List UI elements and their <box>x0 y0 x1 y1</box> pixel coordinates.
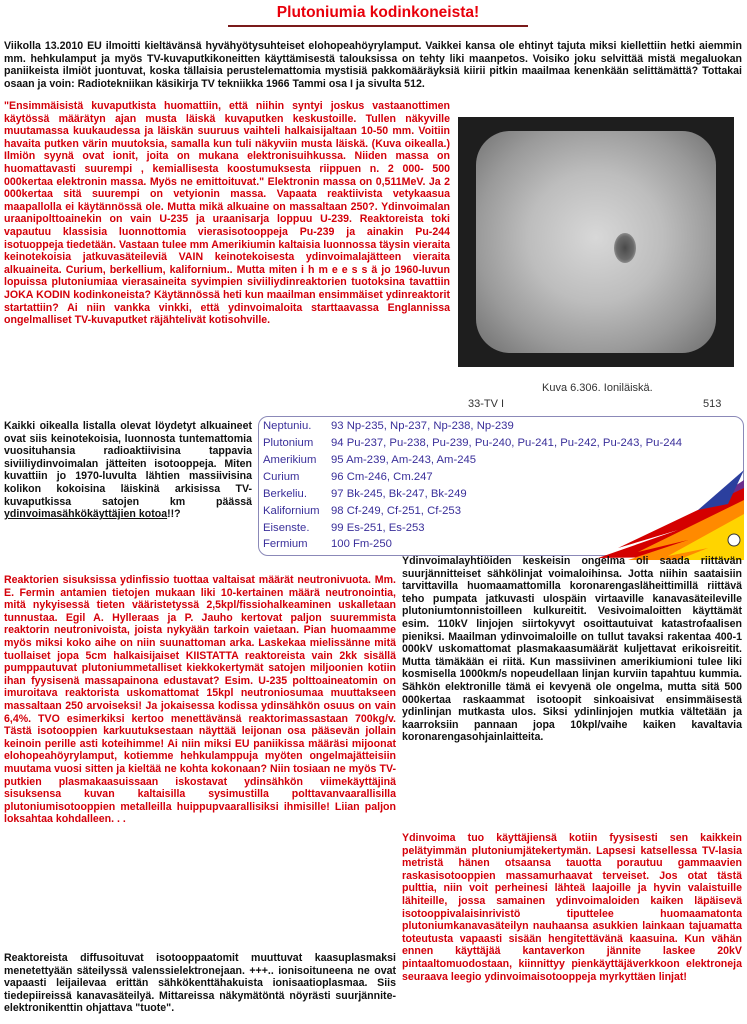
element-name: Plutonium <box>263 437 314 449</box>
left-bottom-paragraph: Reaktorien sisuksissa ydinfissio tuottaa valtaisat määrät neutronivuota. Mm. E. Fermin antamien tietojen mukaan liki 10-kertainen määrä neutronointia, mitä nykyisessä tieten vääristetyssä 2,5kpl/fissiohalkeaminen uskalletaan tunnustaa. Egil A. Hylleraas ja P. Jauho kertovat paljon suuremmista reaktorin neutronivoista, joista nykyään tarkoin vaietaan. Pian huomaamme myös miksi koko aihe on niin suunattoman arka. Laskekaa mielissänne mitä tuollaiset jopa 5cm halkaisijaiset KIISTATTA reaktoreista vain 2kk sisällä pumppautuvat plutoniummetalliset kiekkokertymät satojen miljoonien kotiin ihan fyysisenä massapainona edustavat? Esim. U-235 polttoaineatomin on imuroitava reaktorista uskomattomat 15kpl neutroniosumaa muuttakseen massaltaan 250 arvoiseksi! Ja jokaisessa kodissa ydinsähkön osuus on vain 6,4%. TVO esimerkiksi kertoo menettävänsä reaktorimassastaan 700kg/v. Tästä isotooppien karkuutuksestaan näyttää leijonan osa pääsevän jollain keinoin perille asti koteihimme! Ai niin miksi EU paniikissa määräsi mijoonat elohopeahöyrylamput, kotiemme hehkulamppuja myöten ongelmajätteisiin muutama vuosi sitten ja kieltää ne kohta kokonaan? Niin tosiaan ne myös TV-putkien plasmakaasuissaan iskostavat ydinsähkön viimekäyttäjinä sisuksensa kuvan kaltaisilla sysimustilla polttavanvaarallisilla plutoniumisotooppien metalleilla huippupvaarallisiksi ihmisille! Liian paljon loksahtaa kohdalleen. . . <box>4 574 396 826</box>
element-row <box>263 437 682 449</box>
element-row <box>263 420 514 432</box>
element-isotopes: 97 Bk-245, Bk-247, Bk-249 <box>331 488 467 500</box>
element-name: Kalifornium <box>263 505 320 517</box>
element-isotopes: 96 Cm-246, Cm.247 <box>331 471 433 483</box>
page-title: Plutoniumia kodinkoneista! <box>228 3 528 27</box>
right-middle-paragraph: Ydinvoimalayhtiöiden keskeisin ongelma oli saada riittävän suurjännitteiset sähkölinjat voimaloihinsa. Jotta niihin saataisiin tarvittavilla huomaamattomilla koronarengasläheittimillä riittävä teho pumpata jatkuvasti ulospäin virtaaville kanavasäteileville plutoniumtonnistoilleen kulkureitit. Vesivoimaloitten käyttämät esim. 110kV linjojen siirtokyvyt osoittautuivat katastrofaalisen pieniksi. Maailman ydinvoimaloille on tullut tavaksi rakentaa 400-1 000kV uskomattomat plasmakaasumäärät kuljettavat erikoisreitit. Mutta tämäkään ei riitä. Kun massiivinen amerikiumioni tulee liki kosmisella 1000km/s nopeudellaan linjan kurviin tapahtuu kummia. Sähkön elektronille tämä ei kevyenä ole ongelma, mutta sitä 500 000kertaa raskaammat isotoopit sinkoaisivat ensimmäisestä ydinlinjan mutkasta ulos. Siksi ydinlinjojen mutkia vältetään ja kaarroksiin pannaan jopa 10kpl/vaihe kaiken kavaltavia koronarengasohjainlaitteita. <box>402 555 742 744</box>
element-name: Amerikium <box>263 454 317 466</box>
element-row <box>263 505 461 517</box>
left-middle-paragraph <box>4 420 252 521</box>
photo-caption: Kuva 6.306. Ioniläiskä. <box>542 382 653 394</box>
crt-screen <box>476 131 716 353</box>
ion-burn-spot <box>614 233 636 263</box>
left-tail-paragraph: Reaktoreista diffusoituvat isotooppaatomit muuttuvat kaasuplasmaksi menetettyään säteilyssä valenssielektronejaan. +++.. ionisoituneena ne ovat vapaasti leijailevaa erittän sähkökenttähakuista ionisaatioplasmaa. Siis tiedepiireissä kanavasäteilyä. Mittareissa näkymätöntä nöyrästi suurjännite-elektronikenttin ohjattava "tuote". <box>4 952 396 1015</box>
intro-paragraph: Viikolla 13.2010 EU ilmoitti kieltävänsä hyvähyötysuhteiset elohopeahöyrylamput. Vaikkei kansa ole ehtinyt tajuta miksi kiellettiin hetki aiemmin mm. hehkulamput ja myös TV-kuvaputkikoneitten käyttämisestä talouksissa on tehty liki maanpetos. Voisiko joku selvittää mistä megaluokan paniikeista ilmiöt juontuvat, koska tällaisia perustelemattomia mystisiä pakkomääräyksiä kiirii pitkin maailmaa kenenkään selittämättä? Tottakai osaan ja voin: Radiotekniikan käsikirja TV tekniikka 1966 Tammi osa I ja sivulta 512. <box>4 40 742 90</box>
left-middle-tail: !!? <box>167 508 181 521</box>
element-name: Fermium <box>263 538 308 550</box>
particle-icon <box>728 534 740 546</box>
right-bottom-paragraph: Ydinvoima tuo käyttäjiensä kotiin fyysisesti sen kaikkein pelätyimmän plutoniumjätekertymän. Lapsesi katsellessa TV-lasia metristä hänen otsaansa tauotta porautuu gammaavien raskasisotooppien massamurhaavat terveiset. Jos otat tästä pulttia, niin voit perheinesi lähteä laajoille ja hyvin valaistuille lähiteille, jossa samainen ydinvoimaloiden kaiken läpäisevä isotooppivalaisinrivistö tiputtelee huomaamatonta plutoniumkanavasäteilyn nauhaansa asukkien lainkaan tajuamatta toteutusta vapaasti sisään hengitettävänä kaasuina. Kun vähän ennen käyttäjää kantaverkon jännite laskee 20kV pintaaltomuodostaan, kiinnittyy pienkäyttäjäverkkoon elektroneja seuraava leegio ydinvoimaisotooppeja myrkyttäen linjat! <box>402 832 742 983</box>
element-name: Eisenste. <box>263 522 310 534</box>
radiation-burst-illustration <box>558 470 744 560</box>
left-middle-underlined: ydinvoimasähkökäyttäjien kotoa <box>4 508 168 521</box>
element-name: Berkeliu. <box>263 488 307 500</box>
photo-frame <box>458 117 734 367</box>
element-row <box>263 488 467 500</box>
element-isotopes: 94 Pu-237, Pu-238, Pu-239, Pu-240, Pu-241, Pu-242, Pu-243, Pu-244 <box>331 437 683 449</box>
element-row <box>263 454 476 466</box>
element-row <box>263 538 392 550</box>
element-name: Neptuniu. <box>263 420 312 432</box>
quote-paragraph: "Ensimmäisistä kuvaputkista huomattiin, että niihin syntyi joskus vastaanottimen käytössä määrätyn ajan musta läiskä kuvaputken keskustoille. Tullen näkyville muutamassa kuukaudessa ja läiskän suuruus vaihteli halkaisijaltaan 10-50 mm. Voitiin havaita putken värin muutoksia, samalla kun tuli näkyviin musta läiskä. (Kuva oikealla.) Ilmiön syynä ovat ionit, joita on mukana elektronisuihkussa. Niiden massa on huomattavasti suurempi , kemiallisesta koostumuksesta riippuen n. 2 000- 500 000kertaa elektronin massa. Myös ne emittoituvat." Elektronin massa on 0,511MeV. Ja 2 000kertaa sitä suurempi on vetyionin massa. Vapaata reaktiivista vetykaasua maapallolla ei käytännössä ole. Mutta mikä alkuaine on massaltaan 250?. Ydinvoimalan uraanipolttoainekin on vain U-235 ja uraanisarja loppuu U-239. Reaktoreista toki vapautuu klassisia luonnottomia vierasisotooppeja Pu-239 ja ainakin Pu-244 isotuoppeja tiedetään. Vastaan tulee mm Amerikiumin kaltaisia luonnossa täysin vieraita keinotekoisia jatkuvasäteileviä VAIN keinotekoisesta ydinvoimalajätteen vieraita alkuaineita. Curium, berkellium, kalifornium.. Mutta miten i h m e e s s ä jo 1960-luvun lopuissa plutoniumiaa vierasaineita syvimpien siviiliydinreaktorien tuotoksina tavattiin JOKA KODIN kodinkoneista? Käytännössä heti kun maailman ensimmäiset ydinreaktorit startattiin? Ai niin vankka vinkki, että ydinvoimaloita starttaavassa Englannissa ongelmalliset TV-kuvaputket räjähtelivät kotisohville. <box>4 100 450 327</box>
left-middle-text: Kaikki oikealla listalla olevat löydetyt alkuaineet ovat siis keinotekoisia, luonnosta tuntemattomia vuosituhansia radioaktiivisina tappavia siviiliydinvoimalan jätteiten isotooppeja. Miten kuvattiin jo 1970-luvulta lähtien massiivisina kolikon kokoisina läiskinä arkisissa TV-kuvaputkissa satojen km päässä <box>4 420 252 508</box>
element-row <box>263 471 433 483</box>
tv-screen-photo <box>454 113 739 381</box>
element-isotopes: 98 Cf-249, Cf-251, Cf-253 <box>331 505 461 517</box>
element-isotopes: 99 Es-251, Es-253 <box>331 522 425 534</box>
book-page-label: 33-TV I <box>468 398 505 410</box>
element-isotopes: 93 Np-235, Np-237, Np-238, Np-239 <box>331 420 514 432</box>
element-row <box>263 522 425 534</box>
book-page-number: 513 <box>703 398 722 410</box>
element-name: Curium <box>263 471 300 483</box>
element-isotopes: 100 Fm-250 <box>331 538 392 550</box>
element-isotopes: 95 Am-239, Am-243, Am-245 <box>331 454 477 466</box>
